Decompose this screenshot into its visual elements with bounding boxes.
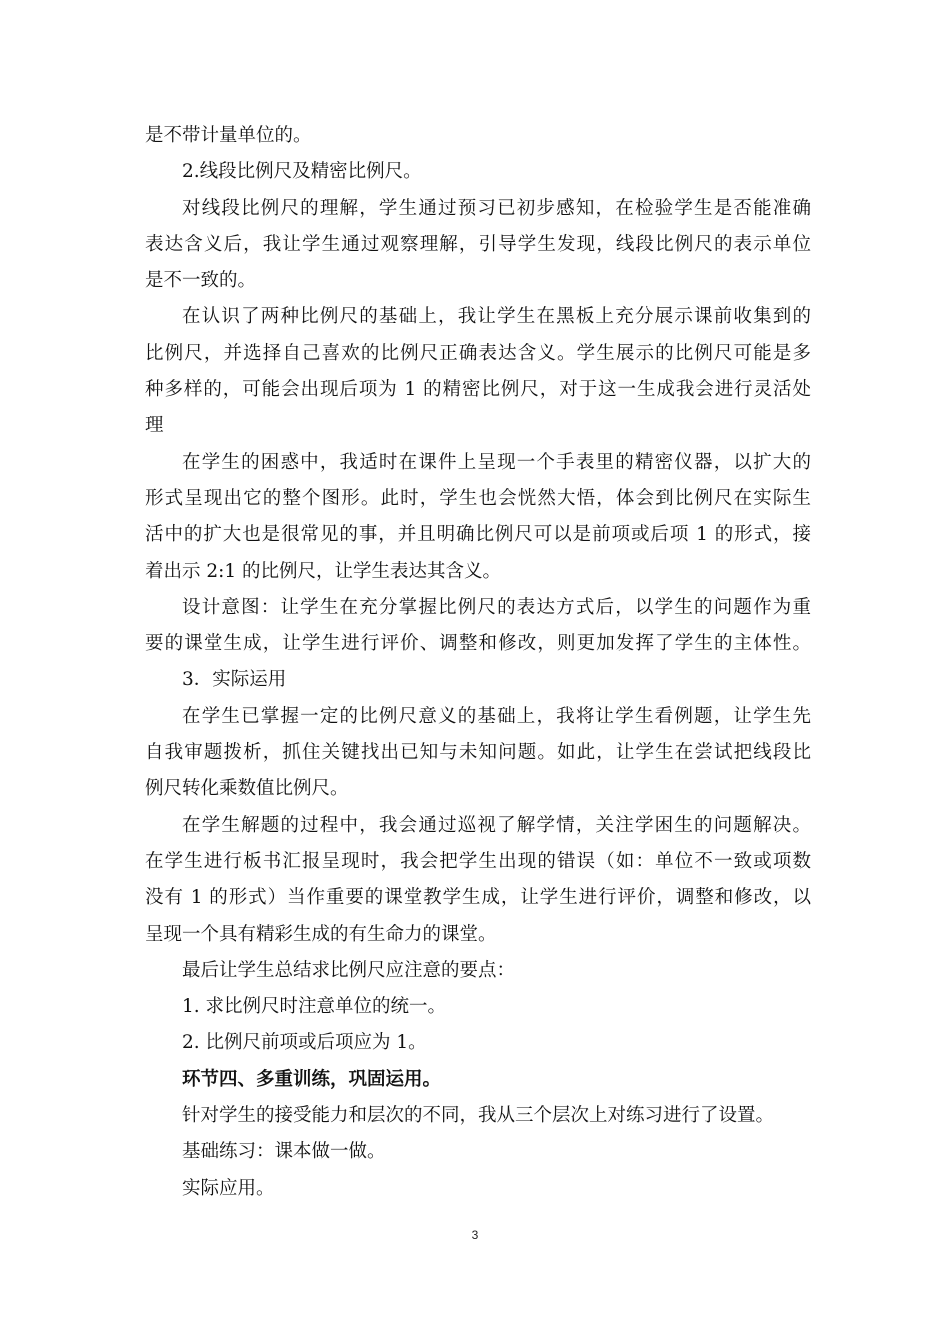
section-heading: 环节四、多重训练，巩固运用。 [182, 1068, 442, 1090]
text-line: 是不带计量单位的。 [145, 125, 312, 146]
text-line: 理 [145, 415, 164, 437]
text-line: 最后让学生总结求比例尺应注意的要点： [182, 959, 516, 981]
text-line: 自我审题拨析，抓住关键找出已知与未知问题。如此，让学生在尝试把线段比 [145, 742, 811, 764]
list-item: 2. 比例尺前项或后项应为 1。 [182, 1032, 427, 1054]
subheading: 2.线段比例尺及精密比例尺。 [182, 161, 422, 183]
text-line: 对线段比例尺的理解，学生通过预习已初步感知，在检验学生是否能准确 [182, 197, 811, 219]
text-line: 表达含义后，我让学生通过观察理解，引导学生发现，线段比例尺的表示单位 [145, 233, 811, 255]
text-line: 实际应用。 [182, 1177, 275, 1199]
text-line: 针对学生的接受能力和层次的不同，我从三个层次上对练习进行了设置。 [182, 1105, 775, 1127]
text-line: 例尺转化乘数值比例尺。 [145, 778, 349, 800]
text-line: 设计意图：让学生在充分掌握比例尺的表达方式后，以学生的问题作为重 [182, 596, 811, 618]
text-line: 种多样的，可能会出现后项为 1 的精密比例尺，对于这一生成我会进行灵活处 [145, 379, 811, 401]
text-line: 着出示 2:1 的比例尺，让学生表达其含义。 [145, 560, 502, 582]
page-number: 3 [471, 1228, 479, 1242]
text-line: 形式呈现出它的整个图形。此时，学生也会恍然大悟，体会到比例尺在实际生 [145, 487, 811, 509]
text-line: 在学生已掌握一定的比例尺意义的基础上，我将让学生看例题，让学生先 [182, 705, 811, 727]
text-line: 在认识了两种比例尺的基础上，我让学生在黑板上充分展示课前收集到的 [182, 306, 811, 328]
text-line: 要的课堂生成，让学生进行评价、调整和修改，则更加发挥了学生的主体性。 [145, 633, 811, 655]
text-line: 呈现一个具有精彩生成的有生命力的课堂。 [145, 923, 497, 945]
text-line: 没有 1 的形式）当作重要的课堂教学生成，让学生进行评价，调整和修改，以 [145, 887, 811, 909]
text-line: 在学生的困惑中，我适时在课件上呈现一个手表里的精密仪器，以扩大的 [182, 451, 811, 473]
list-item: 1. 求比例尺时注意单位的统一。 [182, 996, 447, 1018]
text-line: 在学生进行板书汇报呈现时，我会把学生出现的错误（如：单位不一致或项数 [145, 850, 811, 872]
subheading: 3．实际运用 [182, 669, 287, 691]
text-line: 在学生解题的过程中，我会通过巡视了解学情，关注学困生的问题解决。 [182, 814, 811, 836]
text-line: 是不一致的。 [145, 270, 257, 292]
text-line: 活中的扩大也是很常见的事，并且明确比例尺可以是前项或后项 1 的形式，接 [145, 524, 811, 546]
text-line: 基础练习：课本做一做。 [182, 1141, 386, 1163]
text-line: 比例尺，并选择自己喜欢的比例尺正确表达含义。学生展示的比例尺可能是多 [145, 342, 811, 364]
document-body [145, 118, 811, 1207]
